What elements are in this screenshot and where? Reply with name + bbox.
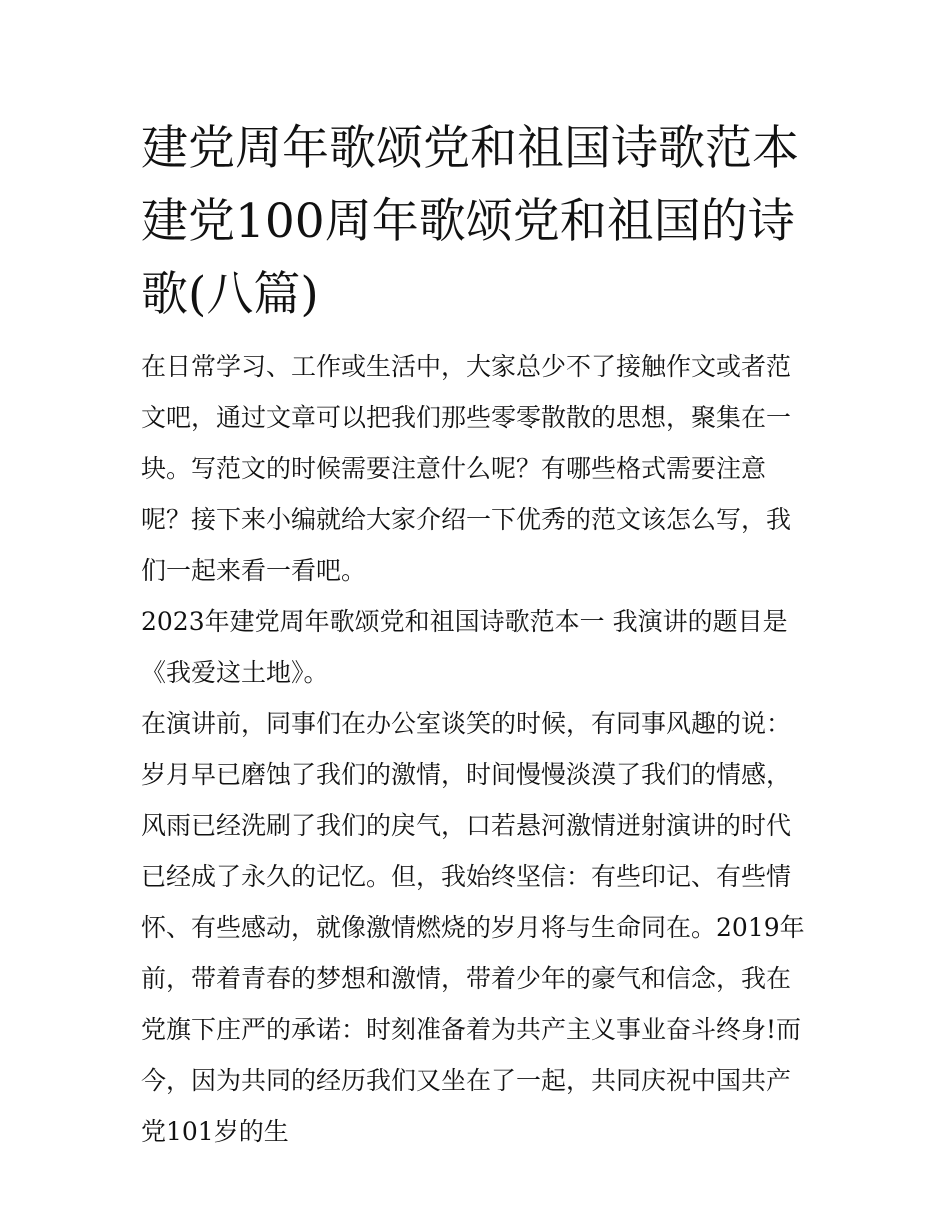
document-body (141, 112, 813, 1157)
document-title: 建党周年歌颂党和祖国诗歌范本 建党100周年歌颂党和祖国的诗歌(八篇) (141, 121, 799, 322)
poem-heading-paragraph: 2023年建党周年歌颂党和祖国诗歌范本一 我演讲的题目是《我爱这土地》。 (141, 607, 788, 687)
speech-paragraph: 在演讲前，同事们在办公室谈笑的时候，有同事风趣的说：岁月早已磨蚀了我们的激情，时间慢慢淡漠了我们的情感，风雨已经洗刷了我们的戾气，口若悬河激情迸射演讲的时代已经成了永久的记忆。但，我始终坚信：有些印记、有些情怀、有些感动，就像激情燃烧的岁月将与生命同在。2019年前，带着青春的梦想和激情，带着少年的豪气和信念，我在党旗下庄严的承诺：时刻准备着为共产主义事业奋斗终身!而今，因为共同的经历我们又坐在了一起，共同庆祝中国共产党101岁的生 (141, 709, 805, 1146)
intro-paragraph: 在日常学习、工作或生活中，大家总少不了接触作文或者范文吧，通过文章可以把我们那些零零散散的思想，聚集在一块。写范文的时候需要注意什么呢？有哪些格式需要注意呢？接下来小编就给大家介绍一下优秀的范文该怎么写，我们一起来看一看吧。 (141, 352, 792, 585)
